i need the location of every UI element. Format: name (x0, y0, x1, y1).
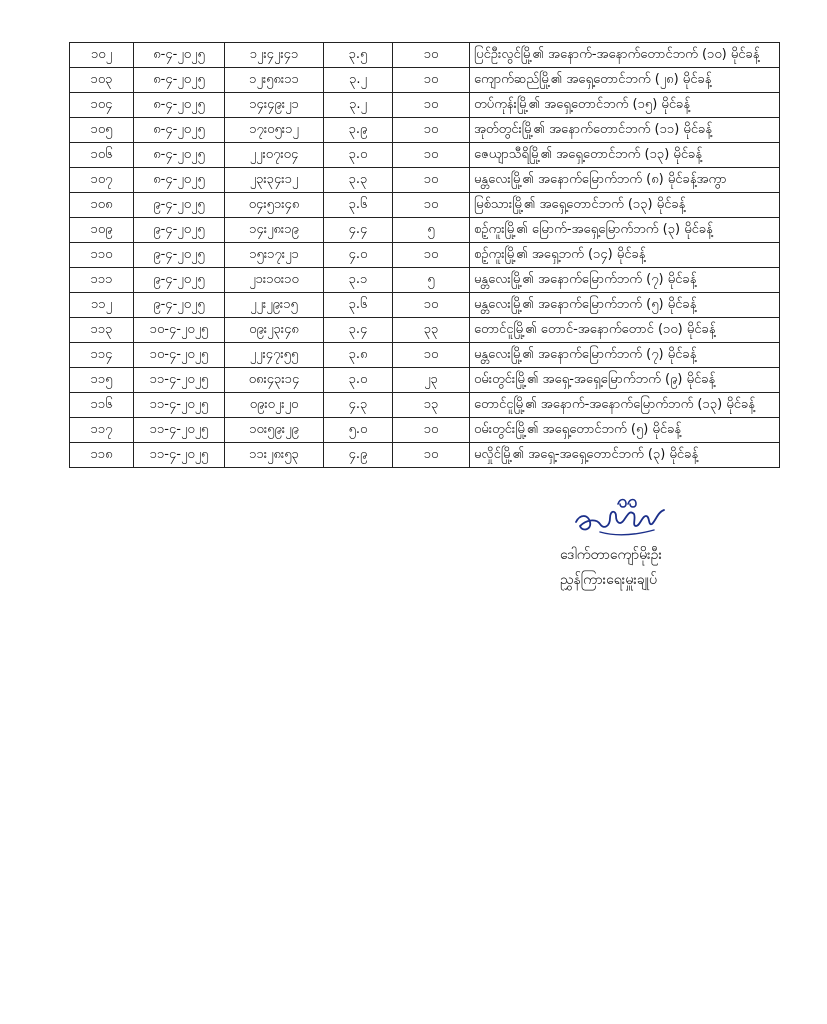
record-number: ၁၀၆ (70, 143, 134, 168)
record-date: ၈-၄-၂၀၂၅ (134, 118, 225, 143)
record-date: ၁၁-၄-၂၀၂၅ (134, 368, 225, 393)
table-row (70, 143, 780, 168)
record-time: ၂၃း၃၄း၁၂ (225, 168, 324, 193)
table-row (70, 193, 780, 218)
record-depth: ၁၀ (393, 418, 470, 443)
record-time: ၁၂း၄၂း၄၁ (225, 43, 324, 68)
record-date: ၁၁-၄-၂၀၂၅ (134, 418, 225, 443)
record-magnitude: ၃.၆ (324, 293, 393, 318)
record-magnitude: ၃.၂ (324, 68, 393, 93)
record-depth: ၁၀ (393, 68, 470, 93)
record-number: ၁၁၃ (70, 318, 134, 343)
table-row (70, 43, 780, 68)
table-row (70, 168, 780, 193)
record-magnitude: ၃.၁ (324, 268, 393, 293)
table-body (70, 43, 780, 468)
table-row (70, 393, 780, 418)
record-number: ၁၁၆ (70, 393, 134, 418)
table-row (70, 268, 780, 293)
table-row (70, 318, 780, 343)
record-magnitude: ၃.၀ (324, 143, 393, 168)
record-magnitude: ၃.၆ (324, 193, 393, 218)
record-location: တောင်ငူမြို့၏ အနောက်-အနောက်မြောက်ဘက် (၁၃) မိုင်ခန့် (470, 393, 780, 418)
record-location: မန္တလေးမြို့၏ အနောက်မြောက်ဘက် (၇) မိုင်ခန့် (470, 343, 780, 368)
record-number: ၁၀၈ (70, 193, 134, 218)
record-date: ၁၁-၄-၂၀၂၅ (134, 443, 225, 468)
table-row (70, 118, 780, 143)
record-depth: ၁၀ (393, 193, 470, 218)
record-number: ၁၀၃ (70, 68, 134, 93)
record-time: ၁၂း၅၈း၁၁ (225, 68, 324, 93)
record-location: ကျောက်ဆည်မြို့၏ အရှေ့တောင်ဘက် (၂၈) မိုင်ခန့် (470, 68, 780, 93)
record-date: ၈-၄-၂၀၂၅ (134, 43, 225, 68)
record-time: ၂၁း၁၀း၁၀ (225, 268, 324, 293)
record-magnitude: ၄.၉ (324, 443, 393, 468)
table-row (70, 243, 780, 268)
record-time: ၀၉း၂၃း၄၈ (225, 318, 324, 343)
record-depth: ၁၀ (393, 243, 470, 268)
record-number: ၁၁၀ (70, 243, 134, 268)
record-date: ၈-၄-၂၀၂၅ (134, 68, 225, 93)
record-number: ၁၁၁ (70, 268, 134, 293)
table-row (70, 443, 780, 468)
record-date: ၉-၄-၂၀၂၅ (134, 268, 225, 293)
record-date: ၉-၄-၂၀၂၅ (134, 293, 225, 318)
record-location: မန္တလေးမြို့၏ အနောက်မြောက်ဘက် (၇) မိုင်ခန့် (470, 268, 780, 293)
record-date: ၈-၄-၂၀၂၅ (134, 168, 225, 193)
record-location: ဝမ်းတွင်းမြို့၏ အရှေ့-အရှေ့မြောက်ဘက် (၉) မိုင်ခန့် (470, 368, 780, 393)
record-number: ၁၀၂ (70, 43, 134, 68)
record-depth: ၁၀ (393, 143, 470, 168)
record-location: ပြင်ဦးလွင်မြို့၏ အနောက်-အနောက်တောင်ဘက် (၁၀) မိုင်ခန့် (470, 43, 780, 68)
record-location: မလှိုင်မြို့၏ အရှေ့-အရှေ့တောင်ဘက် (၃) မိုင်ခန့် (470, 443, 780, 468)
record-magnitude: ၃.၄ (324, 318, 393, 343)
record-depth: ၁၀ (393, 118, 470, 143)
record-time: ၀၄း၅၁း၄၈ (225, 193, 324, 218)
record-magnitude: ၅.၀ (324, 418, 393, 443)
record-magnitude: ၄.၄ (324, 218, 393, 243)
record-number: ၁၁၂ (70, 293, 134, 318)
record-date: ၈-၄-၂၀၂၅ (134, 143, 225, 168)
record-date: ၈-၄-၂၀၂၅ (134, 93, 225, 118)
record-time: ၂၂း၄၇း၅၅ (225, 343, 324, 368)
record-time: ၀၈း၄၃း၁၄ (225, 368, 324, 393)
record-number: ၁၀၇ (70, 168, 134, 193)
record-depth: ၁၃ (393, 393, 470, 418)
record-date: ၉-၄-၂၀၂၅ (134, 218, 225, 243)
record-location: စဥ့်ကူးမြို့၏ မြောက်-အရှေ့မြောက်ဘက် (၃) မိုင်ခန့် (470, 218, 780, 243)
record-magnitude: ၄.၀ (324, 243, 393, 268)
record-depth: ၁၀ (393, 43, 470, 68)
record-magnitude: ၃.၈ (324, 343, 393, 368)
table-row (70, 293, 780, 318)
record-time: ၁၇း၀၅း၁၂ (225, 118, 324, 143)
table-row (70, 343, 780, 368)
signatory-title: ညွှန်ကြားရေးမှူးချုပ် (560, 572, 657, 588)
record-time: ၁၀း၅၉း၂၉ (225, 418, 324, 443)
record-date: ၉-၄-၂၀၂၅ (134, 193, 225, 218)
record-number: ၁၁၇ (70, 418, 134, 443)
record-location: အုတ်တွင်းမြို့၏ အနောက်တောင်ဘက် (၁၁) မိုင်ခန့် (470, 118, 780, 143)
record-number: ၁၀၉ (70, 218, 134, 243)
record-depth: ၅ (393, 218, 470, 243)
record-location: စဥ့်ကူးမြို့၏ အရှေ့ဘက် (၁၄) မိုင်ခန့် (470, 243, 780, 268)
record-date: ၁၀-၄-၂၀၂၅ (134, 318, 225, 343)
record-magnitude: ၃.၃ (324, 168, 393, 193)
record-time: ၁၄း၄၉း၂၁ (225, 93, 324, 118)
record-time: ၀၉း၀၂း၂၀ (225, 393, 324, 418)
record-magnitude: ၄.၃ (324, 393, 393, 418)
record-location: မန္တလေးမြို့၏ အနောက်မြောက်ဘက် (၈) မိုင်ခန့်အကွာ (470, 168, 780, 193)
record-location: ဝမ်းတွင်းမြို့၏ အရှေ့တောင်ဘက် (၅) မိုင်ခန့် (470, 418, 780, 443)
signatory-name: ဒေါက်တာကျော်မိုးဦး (560, 547, 663, 563)
record-location: တောင်ငူမြို့၏ တောင်-အနောက်တောင် (၁၀) မိုင်ခန့် (470, 318, 780, 343)
record-number: ၁၀၄ (70, 93, 134, 118)
table-row (70, 418, 780, 443)
handwritten-signature (570, 492, 670, 542)
record-depth: ၅ (393, 268, 470, 293)
record-date: ၁၀-၄-၂၀၂၅ (134, 343, 225, 368)
record-location: ဇေယျာသီရိမြို့၏ အရှေ့တောင်ဘက် (၁၃) မိုင်ခန့် (470, 143, 780, 168)
table-row (70, 68, 780, 93)
record-date: ၉-၄-၂၀၂၅ (134, 243, 225, 268)
record-number: ၁၁၈ (70, 443, 134, 468)
record-depth: ၁၀ (393, 93, 470, 118)
table-row (70, 368, 780, 393)
record-depth: ၁၀ (393, 443, 470, 468)
record-location: မန္တလေးမြို့၏ အနောက်မြောက်ဘက် (၅) မိုင်ခန့် (470, 293, 780, 318)
record-magnitude: ၃.၅ (324, 43, 393, 68)
record-number: ၁၁၄ (70, 343, 134, 368)
record-time: ၁၅း၁၇း၂၁ (225, 243, 324, 268)
record-depth: ၃၃ (393, 318, 470, 343)
record-time: ၁၄း၂၈း၁၉ (225, 218, 324, 243)
record-depth: ၂၃ (393, 368, 470, 393)
record-location: တပ်ကုန်းမြို့၏ အရှေ့တောင်ဘက် (၁၅) မိုင်ခန့် (470, 93, 780, 118)
record-depth: ၁၀ (393, 293, 470, 318)
earthquake-records-table (69, 42, 780, 468)
record-depth: ၁၀ (393, 343, 470, 368)
record-magnitude: ၃.၂ (324, 93, 393, 118)
table-row (70, 218, 780, 243)
record-time: ၂၂း၂၉း၁၅ (225, 293, 324, 318)
record-time: ၁၁း၂၈း၅၃ (225, 443, 324, 468)
record-magnitude: ၃.၀ (324, 368, 393, 393)
record-time: ၂၂း၀၇း၀၄ (225, 143, 324, 168)
record-magnitude: ၃.၉ (324, 118, 393, 143)
record-location: မြစ်သားမြို့၏ အရှေ့တောင်ဘက် (၁၃) မိုင်ခန့် (470, 193, 780, 218)
record-number: ၁၀၅ (70, 118, 134, 143)
record-depth: ၁၀ (393, 168, 470, 193)
record-date: ၁၁-၄-၂၀၂၅ (134, 393, 225, 418)
record-number: ၁၁၅ (70, 368, 134, 393)
table-row (70, 93, 780, 118)
